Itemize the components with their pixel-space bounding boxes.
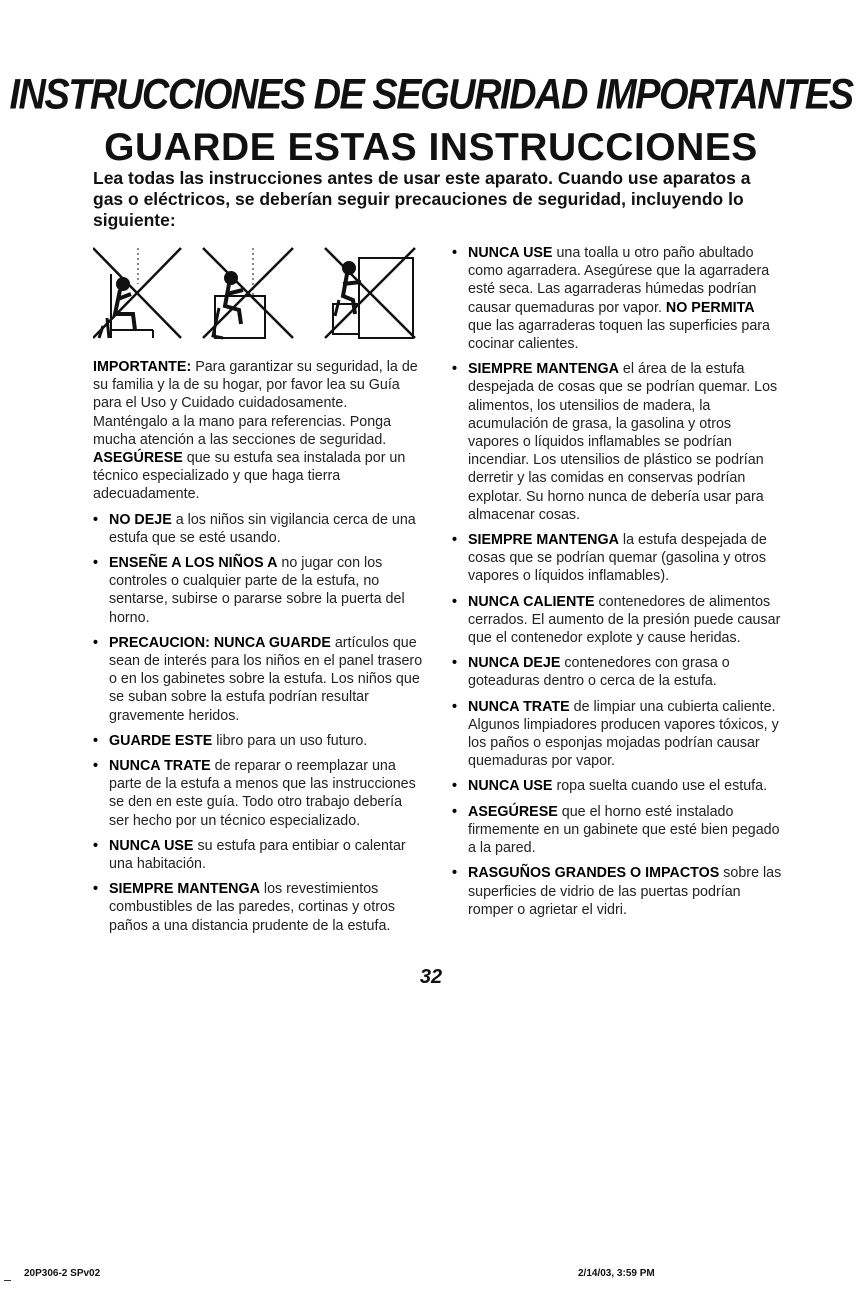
item-text: artículos que sean de interés para los niños en el panel trasero o en los gabinetes sobre la estufa. Los niños que se suban sobre la estufa podrían resultar gravemente heridos. [109,634,423,724]
item-text: su estufa para entibiar o calentar una habitación. [109,837,406,873]
item-text: la estufa despejada de cosas que se podrían quemar (gasolina y otros vapores o líquidos inflamables). [468,532,767,585]
item-text: contenedores con grasa o goteaduras dentro o cerca de la estufa. [468,655,730,690]
item-text: ropa suelta cuando use el estufa. [552,778,768,795]
no-sitting-on-door-icon [93,248,181,338]
item-text: libro para un uso futuro. [212,732,368,749]
right-column [452,244,782,919]
item-lead-secondary: NO PERMITA [665,299,755,316]
page-title: GUARDE ESTAS INSTRUCCIONES [104,126,758,169]
item-text: sobre las superficies de vidrio de las puertas podrían romper o agrietar el vidri. [468,865,782,918]
list-item [93,837,423,873]
list-item [452,777,782,795]
item-lead: SIEMPRE MANTENGA [109,881,260,898]
list-item [93,634,423,725]
item-lead: NUNCA TRATE [468,698,570,715]
item-text: contenedores de alimentos cerrados. El aumento de la presión puede causar que el contenedor explote y cause heridas. [468,593,781,647]
no-standing-on-door-icon [325,248,415,338]
list-item [452,654,782,690]
item-lead: ASEGÚRESE [468,803,558,820]
item-lead: NUNCA USE [468,778,553,795]
intro-paragraph: Lea todas las instrucciones antes de usar este aparato. Cuando use aparatos a gas o eléctricos, se deberían seguir precauciones de seguridad, incluyendo lo siguiente: [93,168,751,230]
page-number: 32 [419,966,443,988]
important-text: Para garantizar su seguridad, la de su familia y la de su hogar, por favor lea su Guía para el Uso y Cuidado cuidadosamente. Manténgalo a la mano para referencias. Ponga mucha atención a las secciones de seguridad. [93,359,418,448]
item-text: una toalla u otro paño abultado como agarradera. Asegúrese que la agarradera esté seca. Las agarraderas húmedas podrían causar quemaduras por vapor. [468,245,770,316]
assure-text: que su estufa sea instalada por un técnico especializado y que haga tierra adecuadamente. [93,450,406,503]
item-text: no jugar con los controles o cualquier parte de la estufa, no sentarse, subirse o pararse sobre la puerta del horno. [109,555,405,626]
item-lead: NO DEJE [109,511,172,528]
item-lead: SIEMPRE MANTENGA [468,361,619,378]
list-item [93,511,423,547]
list-item [93,554,423,627]
list-item [93,880,423,935]
list-item [452,803,782,858]
list-item [452,360,782,524]
list-item [452,864,782,919]
item-lead: GUARDE ESTE [109,732,213,749]
item-lead: ENSEÑE A LOS NIÑOS A [109,555,278,572]
safety-header-italic: INSTRUCCIONES DE SEGURIDAD IMPORTANTES [9,71,853,119]
warning-pictograms [93,244,423,342]
list-item [93,757,423,830]
left-safety-list [93,511,423,935]
list-item [452,593,782,648]
item-lead: NUNCA CALIENTE [468,593,595,610]
list-item [452,531,782,586]
item-lead: PRECAUCION: NUNCA GUARDE [109,634,331,651]
item-text: a los niños sin vigilancia cerca de una estufa que se esté usando. [109,511,416,546]
list-item [452,244,782,353]
important-lead: IMPORTANTE: [93,359,192,375]
right-safety-list [452,244,782,919]
important-paragraph [93,358,423,504]
item-lead: NUNCA TRATE [109,758,211,775]
warning-pictograms-svg [93,244,423,342]
left-column [93,358,423,935]
list-item [452,698,782,771]
list-item [93,732,423,750]
item-lead: NUNCA USE [468,245,553,261]
crop-mark [4,1280,11,1281]
item-lead: SIEMPRE MANTENGA [468,532,619,549]
item-text: los revestimientos combustibles de las paredes, cortinas y otros paños a una distancia prudente de la estufa. [109,881,396,934]
footer-timestamp: 2/14/03, 3:59 PM [578,1268,655,1279]
footer-file-code: 20P306-2 SPv02 [24,1268,101,1279]
item-text-secondary: que las agarraderas toquen las superficies para cocinar calientes. [468,317,771,353]
no-climbing-on-range-icon [203,248,293,338]
assure-lead: ASEGÚRESE [93,450,183,467]
item-lead: NUNCA DEJE [468,655,561,672]
item-text: de limpiar una cubierta caliente. Algunos limpiadores producen vapores tóxicos, y los paños o esponjas mojadas podrían causar quemaduras por vapor. [468,698,779,770]
item-lead: RASGUÑOS GRANDES O IMPACTOS [468,865,720,882]
item-text: de reparar o reemplazar una parte de la estufa a menos que las instrucciones se den en este guía. Todo otro trabajo debería ser hecho por un técnico especializado. [109,758,416,829]
item-lead: NUNCA USE [109,837,194,854]
item-text: que el horno esté instalado firmemente en un gabinete que esté bien pegado a la pared. [468,803,780,857]
item-text: el área de la estufa despejada de cosas que se podrían quemar. Los alimentos, los utensilios de madera, la acumulación de grasa, la gasolina y otros vapores o líquidos inflamables se podrían incendiar. Los utensilios de plástico se podrían derretir y las comidas en conservas podrían explotar. Su horno nunca de debería usar para almacenar cosas. [468,361,778,523]
